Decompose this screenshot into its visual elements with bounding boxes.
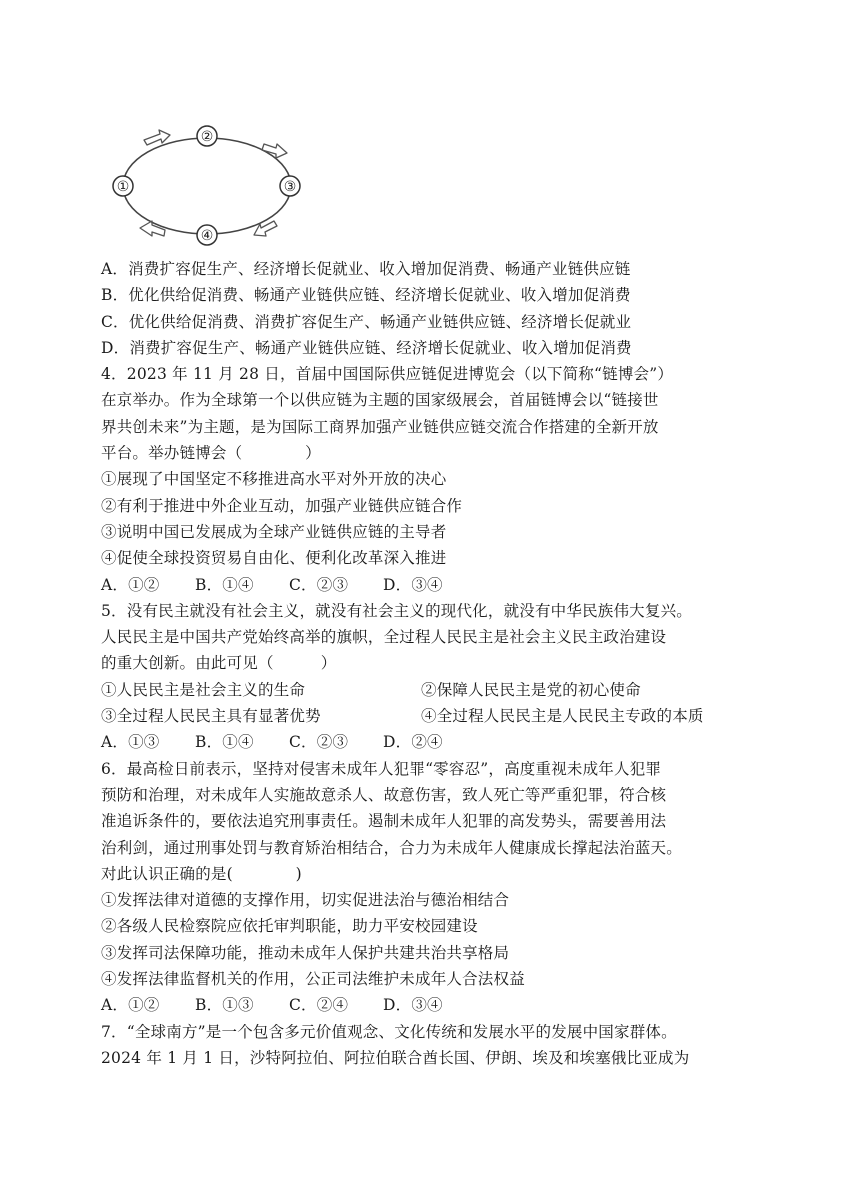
choices-row xyxy=(101,572,781,598)
choice-c: C．②③ xyxy=(289,575,349,594)
statement: ②有利于推进中外企业互动，加强产业链供应链合作 xyxy=(101,496,463,515)
statement: ②各级人民检察院应依托审判职能，助力平安校园建设 xyxy=(101,917,478,936)
node-3-icon xyxy=(280,176,300,196)
question-text xyxy=(101,256,781,1071)
option-a: A．消费扩容促生产、经济增长促就业、收入增加促消费、畅通产业链供应链 xyxy=(101,260,631,278)
question-stem-line: 5．没有民主就没有社会主义，就没有社会主义的现代化，就没有中华民族伟大复兴。 xyxy=(101,601,692,620)
statement: ①发挥法律对道德的支撑作用，切实促进法治与德治相结合 xyxy=(101,891,510,910)
node-2-label: ② xyxy=(200,129,214,145)
node-4-icon xyxy=(197,225,217,245)
question-stem-line: 治利剑，通过刑事处罚与教育矫治相结合，合力为未成年人健康成长撑起法治蓝天。 xyxy=(101,838,682,857)
choice-a: A．①② xyxy=(101,996,160,1015)
statement: ④全过程人民民主是人民民主专政的本质 xyxy=(421,707,704,726)
node-4-label: ④ xyxy=(200,228,214,244)
question-stem-line: 7．“全球南方”是一个包含多元价值观念、文化传统和发展水平的发展中国家群体。 xyxy=(101,1022,677,1041)
question-stem-line: 对此认识正确的是( ) xyxy=(101,864,302,883)
choice-b: B．①③ xyxy=(195,996,254,1015)
node-1-label: ① xyxy=(116,179,130,195)
question-6 xyxy=(101,756,781,1019)
choice-b: B．①④ xyxy=(195,575,254,594)
question-4 xyxy=(101,361,781,598)
statement: ①人民民主是社会主义的生命 xyxy=(101,680,306,699)
option-c: C．优化供给促消费、消费扩容促生产、畅通产业链供应链、经济增长促就业 xyxy=(101,312,632,331)
statement: ②保障人民民主是党的初心使命 xyxy=(421,680,641,699)
statement-row xyxy=(101,703,781,729)
statement: ①展现了中国坚定不移推进高水平对外开放的决心 xyxy=(101,470,447,489)
question-stem-line: 的重大创新。由此可见（ ） xyxy=(101,654,337,673)
question-stem-line: 准追诉条件的，要依法追究刑事责任。遏制未成年人犯罪的高发势头，需要善用法 xyxy=(101,812,667,831)
node-1-icon xyxy=(113,176,133,196)
question-7 xyxy=(101,1019,781,1072)
node-3-label: ③ xyxy=(283,179,297,195)
choice-c: C．②④ xyxy=(289,996,349,1015)
economic-cycle-diagram xyxy=(104,118,310,250)
question-stem-line: 预防和治理，对未成年人实施故意杀人、故意伤害，致人死亡等严重犯罪，符合核 xyxy=(101,785,667,804)
choice-a: A．①③ xyxy=(101,733,160,752)
choice-d: D．③④ xyxy=(383,996,443,1015)
statement: ③全过程人民民主具有显著优势 xyxy=(101,707,321,726)
option-b: B．优化供给促消费、畅通产业链供应链、经济增长促就业、收入增加促消费 xyxy=(101,286,631,305)
statement: ③发挥司法保障功能，推动未成年人保护共建共治共享格局 xyxy=(101,943,510,962)
cycle-ellipse xyxy=(123,138,291,234)
statement: ④发挥法律监督机关的作用，公正司法维护未成年人合法权益 xyxy=(101,970,525,989)
statement: ④促使全球投资贸易自由化、便利化改革深入推进 xyxy=(101,549,447,568)
question-stem-line: 人民民主是中国共产党始终高举的旗帜，全过程人民民主是社会主义民主政治建设 xyxy=(101,628,667,647)
node-2-icon xyxy=(197,126,217,146)
statement-row xyxy=(101,677,781,703)
choice-b: B．①④ xyxy=(195,733,254,752)
choice-a: A．①② xyxy=(101,575,160,594)
question-5 xyxy=(101,598,781,756)
choice-c: C．②③ xyxy=(289,733,349,752)
choice-d: D．③④ xyxy=(383,575,443,594)
choices-row xyxy=(101,729,781,755)
question-stem-line: 界共创未来”为主题，是为国际工商界加强产业链供应链交流合作搭建的全新开放 xyxy=(101,417,659,436)
question-stem-line: 在京举办。作为全球第一个以供应链为主题的国家级展会，首届链博会以“链接世 xyxy=(101,391,659,410)
choices-row xyxy=(101,992,781,1018)
statement: ③说明中国已发展成为全球产业链供应链的主导者 xyxy=(101,522,447,541)
question-stem-line: 2024 年 1 月 1 日，沙特阿拉伯、阿拉伯联合酋长国、伊朗、埃及和埃塞俄比亚成为 xyxy=(101,1048,690,1067)
option-d: D．消费扩容促生产、畅通产业链供应链、经济增长促就业、收入增加促消费 xyxy=(101,338,632,357)
question-stem-line: 4．2023 年 11 月 28 日，首届中国国际供应链促进博览会（以下简称“链博会”） xyxy=(101,365,674,384)
choice-d: D．②④ xyxy=(383,733,443,752)
question-stem-line: 6．最高检日前表示，坚持对侵害未成年人犯罪“零容忍”，高度重视未成年人犯罪 xyxy=(101,759,662,778)
question-3-options xyxy=(101,256,781,361)
question-stem-line: 平台。举办链博会（ ） xyxy=(101,444,321,463)
